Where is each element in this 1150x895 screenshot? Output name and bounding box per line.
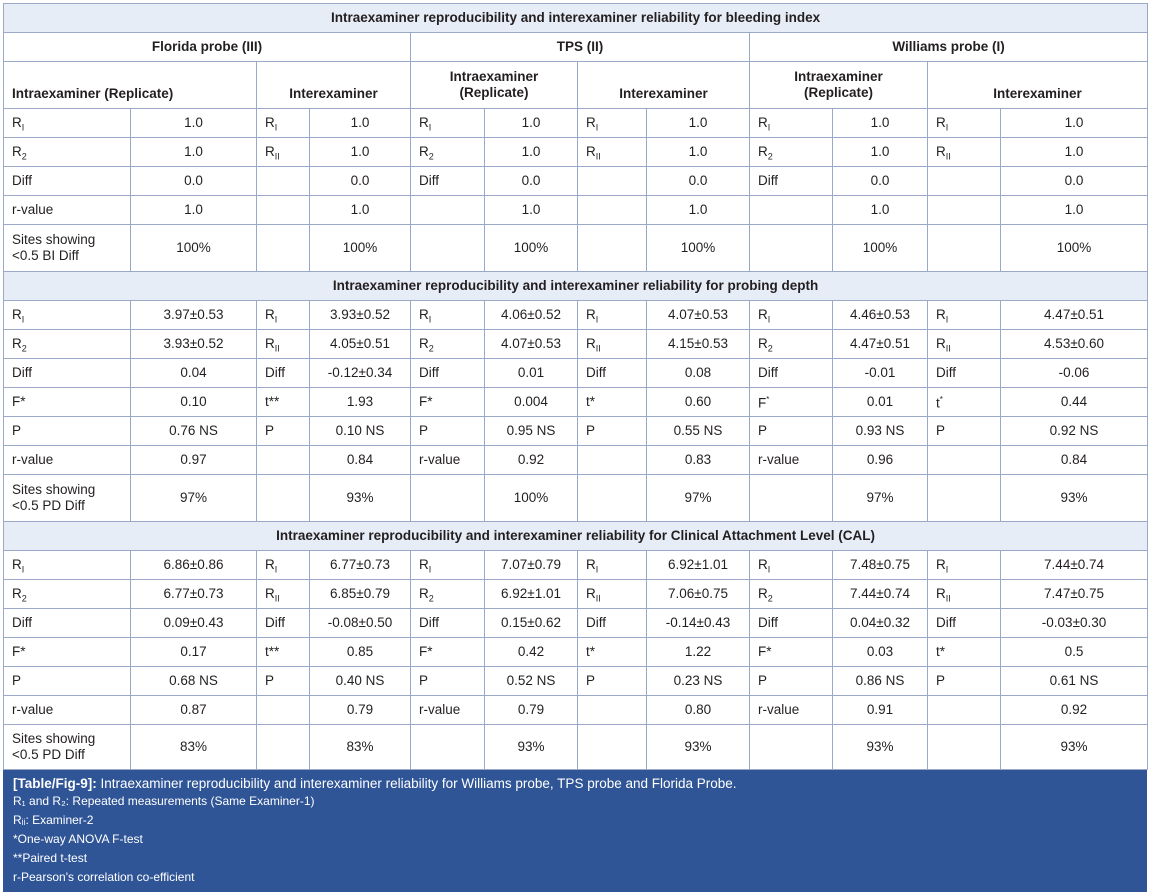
cell: 4.47±0.51 [1001, 301, 1148, 330]
probe-williams: Williams probe (I) [750, 33, 1148, 62]
sites-label-line2: <0.5 BI Diff [12, 248, 79, 263]
label-r1: $R_I$ [578, 109, 647, 138]
cell: 83% [131, 725, 257, 770]
inter-header: Interexaminer [578, 62, 750, 109]
label-r1: $R_I$ [411, 301, 485, 330]
label-r2: $R_{II}$ [257, 330, 310, 359]
label-r2: $R_2$ [411, 330, 485, 359]
table-row [4, 446, 1148, 475]
label-r-value: r-value [4, 696, 131, 725]
cell: 6.92±1.01 [485, 580, 578, 609]
cell: 100% [310, 225, 411, 272]
t-star: * [939, 395, 943, 405]
f-letter: F [758, 395, 767, 411]
label-p: P [411, 417, 485, 446]
caption-note-3: *One-way ANOVA F-test [13, 832, 143, 846]
cell: 0.08 [647, 359, 750, 388]
cell: 100% [485, 475, 578, 522]
label-r2: $R_{II}$ [578, 330, 647, 359]
label-diff: Diff [4, 359, 131, 388]
label-r2: $R_{II}$ [928, 330, 1001, 359]
cell: 1.0 [1001, 196, 1148, 225]
label-p: P [411, 667, 485, 696]
cell: 4.15±0.53 [647, 330, 750, 359]
cell: 93% [1001, 725, 1148, 770]
sites-label-line2: <0.5 PD Diff [12, 498, 85, 513]
cell: 7.06±0.75 [647, 580, 750, 609]
cell: 0.44 [1001, 388, 1148, 417]
label-r2: $R_{II}$ [928, 580, 1001, 609]
cell: 7.44±0.74 [833, 580, 928, 609]
cell-empty [257, 475, 310, 522]
label-diff: Diff [257, 609, 310, 638]
intra-header [750, 62, 928, 109]
cell: 0.93 NS [833, 417, 928, 446]
cell: 7.07±0.79 [485, 551, 578, 580]
cell: 4.06±0.52 [485, 301, 578, 330]
cell: 1.0 [131, 138, 257, 167]
section-title: Intraexaminer reproducibility and interexaminer reliability for probing depth [4, 272, 1148, 301]
cell: 6.92±1.01 [647, 551, 750, 580]
cell: 0.52 NS [485, 667, 578, 696]
cell-empty [257, 167, 310, 196]
label-r1: $R_I$ [578, 301, 647, 330]
cell: 1.0 [485, 138, 578, 167]
cell: 0.01 [833, 388, 928, 417]
cell: 100% [1001, 225, 1148, 272]
label-r1: $R_I$ [750, 551, 833, 580]
label-r1: $R_I$ [4, 109, 131, 138]
cell-empty [257, 225, 310, 272]
table-row [4, 417, 1148, 446]
label-r2: $R_2$ [4, 138, 131, 167]
cell: 100% [647, 225, 750, 272]
cell: 0.0 [485, 167, 578, 196]
cell: 4.07±0.53 [485, 330, 578, 359]
label-t: t* [928, 638, 1001, 667]
label-diff: Diff [928, 359, 1001, 388]
cell: 93% [1001, 475, 1148, 522]
label-r2: $R_2$ [411, 580, 485, 609]
cell-empty [578, 225, 647, 272]
label-r2: $R_{II}$ [578, 138, 647, 167]
cell-empty [411, 196, 485, 225]
cell: 0.0 [833, 167, 928, 196]
label-r1: $R_I$ [257, 109, 310, 138]
cell: 0.86 NS [833, 667, 928, 696]
table-row [4, 667, 1148, 696]
label-sites [4, 225, 131, 272]
cell: 7.47±0.75 [1001, 580, 1148, 609]
label-p: P [578, 667, 647, 696]
cell: 0.92 NS [1001, 417, 1148, 446]
label-r1: $R_I$ [4, 301, 131, 330]
sites-label-line1: Sites showing [12, 731, 96, 746]
cell: 0.97 [131, 446, 257, 475]
cell: 1.0 [833, 196, 928, 225]
cell: 6.85±0.79 [310, 580, 411, 609]
reliability-table [3, 3, 1148, 770]
cell: 93% [310, 475, 411, 522]
label-p: P [257, 667, 310, 696]
intra-header [411, 62, 578, 109]
cell: 0.80 [647, 696, 750, 725]
table-row [4, 225, 1148, 272]
cell: 1.0 [131, 196, 257, 225]
cell: 0.92 [485, 446, 578, 475]
label-diff: Diff [578, 609, 647, 638]
caption-ref: [Table/Fig-9]: [13, 776, 97, 791]
cell: 0.01 [485, 359, 578, 388]
cell: 4.07±0.53 [647, 301, 750, 330]
cell: 93% [485, 725, 578, 770]
cell: 0.004 [485, 388, 578, 417]
label-diff: Diff [4, 167, 131, 196]
caption-title-line [13, 775, 1137, 792]
cell-empty [578, 696, 647, 725]
probe-tps: TPS (II) [411, 33, 750, 62]
label-diff: Diff [750, 167, 833, 196]
label-r1: $R_I$ [411, 551, 485, 580]
cell: 97% [647, 475, 750, 522]
label-r2: $R_2$ [411, 138, 485, 167]
label-diff: Diff [257, 359, 310, 388]
label-t [928, 388, 1001, 417]
label-diff: Diff [411, 167, 485, 196]
cell: 3.93±0.52 [310, 301, 411, 330]
label-r-value: r-value [4, 446, 131, 475]
label-diff: Diff [4, 609, 131, 638]
probe-header-row [4, 33, 1148, 62]
cell: 1.0 [310, 196, 411, 225]
cell: 100% [485, 225, 578, 272]
cell: 0.87 [131, 696, 257, 725]
cell-empty [928, 167, 1001, 196]
table-row [4, 138, 1148, 167]
cell-empty [750, 225, 833, 272]
label-r2: $R_{II}$ [578, 580, 647, 609]
label-f: F* [4, 638, 131, 667]
label-r1: $R_I$ [928, 109, 1001, 138]
section-title: Intraexaminer reproducibility and interexaminer reliability for bleeding index [4, 4, 1148, 33]
label-r1: $R_I$ [257, 301, 310, 330]
label-diff: Diff [928, 609, 1001, 638]
cell: 1.0 [833, 138, 928, 167]
label-r-value: r-value [411, 446, 485, 475]
cell: 4.05±0.51 [310, 330, 411, 359]
label-t: t* [578, 638, 647, 667]
cell: 0.84 [1001, 446, 1148, 475]
table-figure [3, 3, 1147, 892]
cell-empty [578, 475, 647, 522]
label-r1: $R_I$ [928, 301, 1001, 330]
cell-empty [928, 225, 1001, 272]
cell: 1.0 [131, 109, 257, 138]
section-header-probing [4, 272, 1148, 301]
label-r2: $R_{II}$ [928, 138, 1001, 167]
label-f: F* [750, 638, 833, 667]
label-r-value: r-value [411, 696, 485, 725]
cell: 0.03 [833, 638, 928, 667]
cell: 0.85 [310, 638, 411, 667]
cell: 97% [833, 475, 928, 522]
label-f: F* [411, 388, 485, 417]
label-p: P [928, 667, 1001, 696]
cell: 0.92 [1001, 696, 1148, 725]
label-r2: $R_2$ [750, 330, 833, 359]
cell: 0.10 [131, 388, 257, 417]
cell: 4.46±0.53 [833, 301, 928, 330]
sites-label-line2: <0.5 PD Diff [12, 747, 85, 762]
cell: 1.0 [647, 138, 750, 167]
cell-empty [928, 696, 1001, 725]
table-row [4, 388, 1148, 417]
cell: 97% [131, 475, 257, 522]
cell: 1.0 [310, 109, 411, 138]
label-r1: $R_I$ [257, 551, 310, 580]
section-header-bleeding [4, 4, 1148, 33]
intra-header-line1: Intraexaminer [449, 69, 539, 84]
caption-note-1: R₁ and R₂: Repeated measurements (Same Examiner-1) [13, 794, 315, 808]
cell: 4.47±0.51 [833, 330, 928, 359]
label-r1: $R_I$ [750, 301, 833, 330]
table-row [4, 196, 1148, 225]
label-p: P [4, 667, 131, 696]
sites-label-line1: Sites showing [12, 232, 96, 247]
label-diff: Diff [411, 359, 485, 388]
label-sites [4, 725, 131, 770]
cell-empty [750, 475, 833, 522]
cell: 0.04 [131, 359, 257, 388]
label-r-value: r-value [750, 696, 833, 725]
label-r1: $R_I$ [928, 551, 1001, 580]
label-r-value: r-value [750, 446, 833, 475]
cell: 0.95 NS [485, 417, 578, 446]
cell: 0.79 [310, 696, 411, 725]
table-row [4, 475, 1148, 522]
cell-empty [578, 725, 647, 770]
cell: 6.86±0.86 [131, 551, 257, 580]
cell: 0.09±0.43 [131, 609, 257, 638]
cell-empty [928, 725, 1001, 770]
table-row [4, 109, 1148, 138]
label-p: P [257, 417, 310, 446]
cell: 83% [310, 725, 411, 770]
table-row [4, 638, 1148, 667]
cell-empty [928, 475, 1001, 522]
cell-empty [750, 196, 833, 225]
cell: 0.79 [485, 696, 578, 725]
cell: 0.60 [647, 388, 750, 417]
cell-empty [750, 725, 833, 770]
table-row [4, 725, 1148, 770]
cell-empty [257, 725, 310, 770]
cell: 0.0 [1001, 167, 1148, 196]
cell-empty [257, 696, 310, 725]
cell: 1.0 [833, 109, 928, 138]
label-r2: $R_{II}$ [257, 138, 310, 167]
label-p: P [4, 417, 131, 446]
inter-header: Interexaminer [928, 62, 1148, 109]
f-star: * [766, 395, 770, 405]
cell: 3.97±0.53 [131, 301, 257, 330]
cell: 0.10 NS [310, 417, 411, 446]
label-r2: $R_2$ [4, 580, 131, 609]
cell-empty [578, 446, 647, 475]
cell: 0.0 [131, 167, 257, 196]
cell: 1.0 [1001, 138, 1148, 167]
cell: 6.77±0.73 [310, 551, 411, 580]
t-letter: t [936, 395, 940, 411]
cell: 100% [833, 225, 928, 272]
cell: -0.06 [1001, 359, 1148, 388]
cell-empty [578, 167, 647, 196]
cell: 0.15±0.62 [485, 609, 578, 638]
cell-empty [257, 446, 310, 475]
label-t: t** [257, 638, 310, 667]
cell: 1.93 [310, 388, 411, 417]
cell: 4.53±0.60 [1001, 330, 1148, 359]
cell: 0.68 NS [131, 667, 257, 696]
cell: -0.14±0.43 [647, 609, 750, 638]
cell: 0.83 [647, 446, 750, 475]
cell: -0.08±0.50 [310, 609, 411, 638]
cell: 0.04±0.32 [833, 609, 928, 638]
label-r1: $R_I$ [4, 551, 131, 580]
cell: 0.0 [647, 167, 750, 196]
cell-empty [411, 225, 485, 272]
intra-header: Intraexaminer (Replicate) [4, 62, 257, 109]
label-t: t** [257, 388, 310, 417]
cell: -0.12±0.34 [310, 359, 411, 388]
caption-note-5: r-Pearson's correlation co-efficient [13, 870, 195, 884]
label-p: P [750, 667, 833, 696]
label-diff: Diff [411, 609, 485, 638]
table-row [4, 696, 1148, 725]
cell: 0.5 [1001, 638, 1148, 667]
cell-empty [411, 725, 485, 770]
label-p: P [928, 417, 1001, 446]
cell: 0.91 [833, 696, 928, 725]
probe-florida: Florida probe (III) [4, 33, 411, 62]
label-f: F* [411, 638, 485, 667]
label-r2: $R_2$ [750, 580, 833, 609]
cell: 0.17 [131, 638, 257, 667]
cell: 0.96 [833, 446, 928, 475]
label-t: t* [578, 388, 647, 417]
cell: 1.0 [310, 138, 411, 167]
intra-header-line1: Intraexaminer [794, 69, 883, 84]
label-r1: $R_I$ [411, 109, 485, 138]
cell: -0.01 [833, 359, 928, 388]
caption-note-4: **Paired t-test [13, 851, 88, 865]
cell: -0.03±0.30 [1001, 609, 1148, 638]
table-row [4, 609, 1148, 638]
cell: 0.0 [310, 167, 411, 196]
label-r2: $R_{II}$ [257, 580, 310, 609]
table-row [4, 359, 1148, 388]
label-r1: $R_I$ [750, 109, 833, 138]
cell: 0.23 NS [647, 667, 750, 696]
label-diff: Diff [750, 359, 833, 388]
label-f: F* [4, 388, 131, 417]
cell-empty [257, 196, 310, 225]
table-row [4, 167, 1148, 196]
cell: 0.55 NS [647, 417, 750, 446]
label-r2: $R_2$ [4, 330, 131, 359]
table-row [4, 551, 1148, 580]
cell: 0.76 NS [131, 417, 257, 446]
label-diff: Diff [578, 359, 647, 388]
cell: 1.0 [485, 196, 578, 225]
label-r1: $R_I$ [578, 551, 647, 580]
caption-note-2: Rᵢᵢ: Examiner-2 [13, 813, 94, 827]
cell-empty [928, 446, 1001, 475]
cell: 1.0 [647, 109, 750, 138]
table-row [4, 330, 1148, 359]
sites-label-line1: Sites showing [12, 482, 96, 497]
section-header-cal [4, 522, 1148, 551]
intra-header-line2: (Replicate) [459, 85, 529, 100]
cell: 1.0 [1001, 109, 1148, 138]
label-sites [4, 475, 131, 522]
section-title: Intraexaminer reproducibility and interexaminer reliability for Clinical Attachment Level (CAL) [4, 522, 1148, 551]
cell: 0.42 [485, 638, 578, 667]
cell: 0.84 [310, 446, 411, 475]
label-p: P [578, 417, 647, 446]
cell: 1.0 [485, 109, 578, 138]
inter-header: Interexaminer [257, 62, 411, 109]
cell: 0.40 NS [310, 667, 411, 696]
column-header-row [4, 62, 1148, 109]
cell-empty [928, 196, 1001, 225]
label-f [750, 388, 833, 417]
cell: 6.77±0.73 [131, 580, 257, 609]
caption-title: Intraexaminer reproducibility and interexaminer reliability for Williams probe, TPS probe and Florida Probe. [96, 776, 737, 791]
label-p: P [750, 417, 833, 446]
label-r2: $R_2$ [750, 138, 833, 167]
figure-caption [3, 770, 1147, 892]
table-row [4, 580, 1148, 609]
label-diff: Diff [750, 609, 833, 638]
cell: 1.0 [647, 196, 750, 225]
cell: 7.48±0.75 [833, 551, 928, 580]
cell-empty [411, 475, 485, 522]
cell: 100% [131, 225, 257, 272]
cell: 0.61 NS [1001, 667, 1148, 696]
cell: 1.22 [647, 638, 750, 667]
cell: 7.44±0.74 [1001, 551, 1148, 580]
table-row [4, 301, 1148, 330]
intra-header-line2: (Replicate) [803, 85, 874, 100]
cell: 3.93±0.52 [131, 330, 257, 359]
cell-empty [578, 196, 647, 225]
label-r-value: r-value [4, 196, 131, 225]
cell: 93% [833, 725, 928, 770]
cell: 93% [647, 725, 750, 770]
